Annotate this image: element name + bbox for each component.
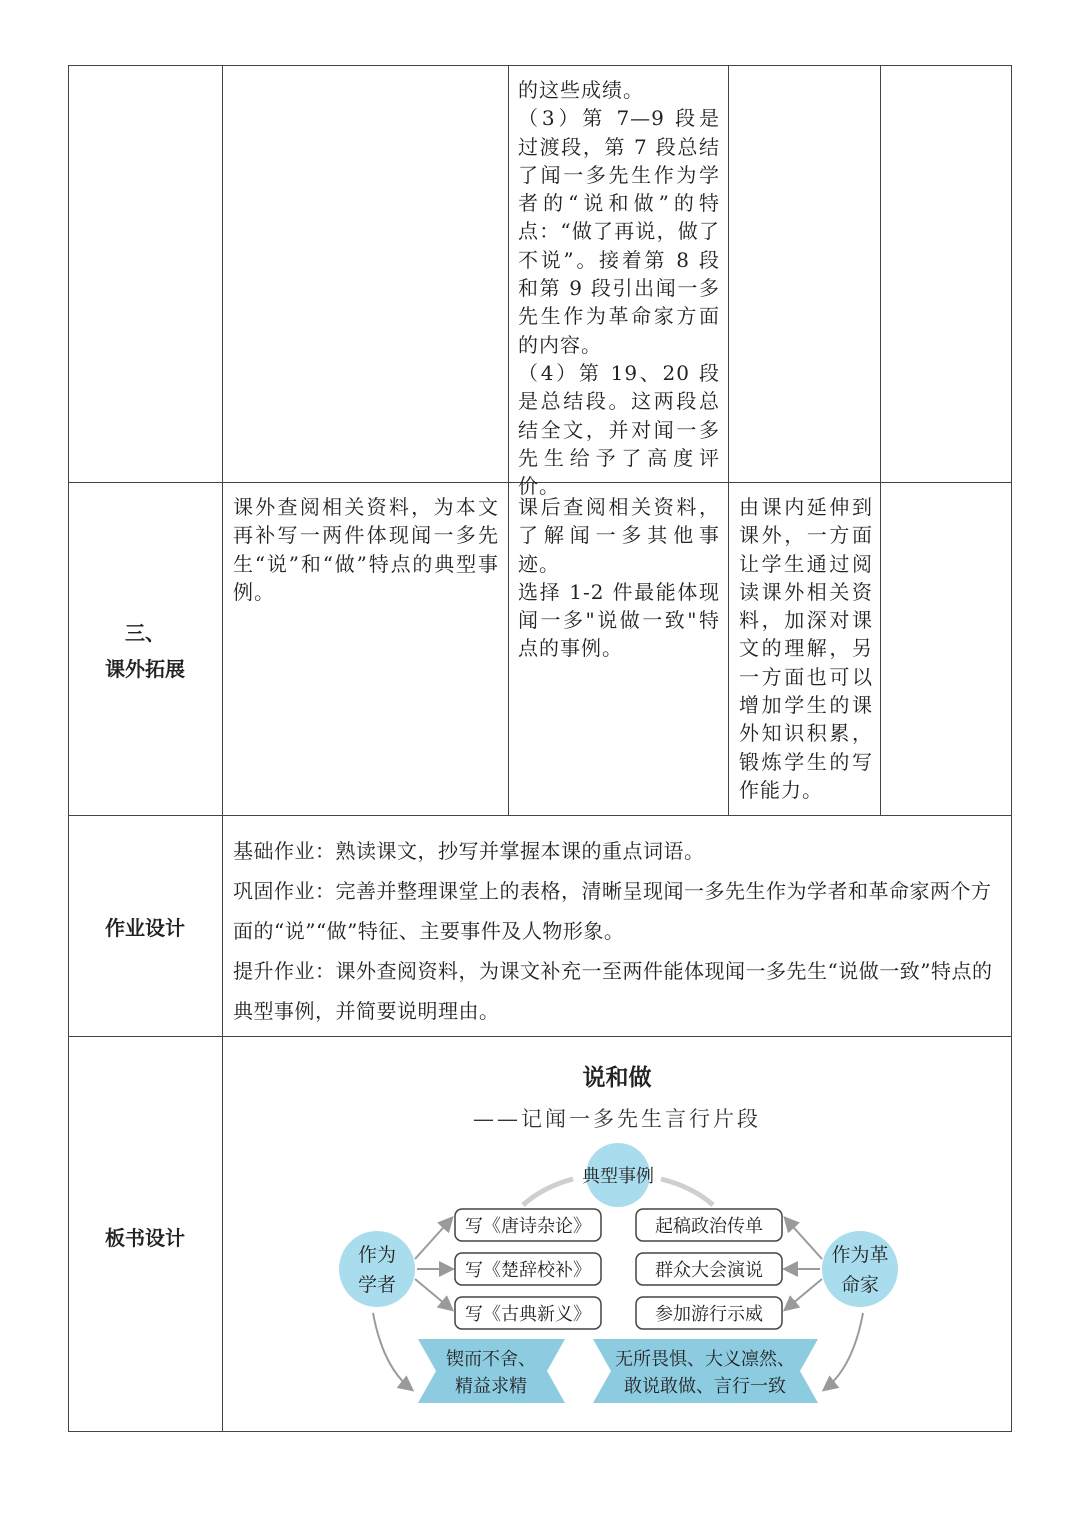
arrow-down-right	[825, 1313, 863, 1389]
scholar-item-2: 写《楚辞校补》	[465, 1260, 591, 1281]
homework-consolidate: 巩固作业：完善并整理课堂上的表格，清晰呈现闻一多先生作为学者和革命家两个方面的“说”“做”特征、主要事件及人物形象。	[233, 879, 992, 943]
arrow-right-1	[786, 1219, 822, 1259]
arrow-down-left	[373, 1313, 411, 1389]
column-divider-2	[508, 65, 509, 816]
column-divider-4	[880, 65, 881, 816]
row3-label: 作业设计	[105, 916, 185, 940]
row2-teacher-activity: 课外查阅相关资料，为本文再补写一两件体现闻一多先生“说”和“做”特点的典型事例。	[233, 495, 499, 604]
scholar-banner-line2: 精益求精	[455, 1376, 527, 1397]
typical-cases-text: 典型事例	[582, 1166, 654, 1187]
homework-list	[233, 831, 1003, 1031]
board-subtitle: ——记闻一多先生言行片段	[473, 1107, 761, 1131]
row2-label	[68, 615, 222, 687]
scholar-item-1: 写《唐诗杂论》	[465, 1216, 591, 1237]
revolutionary-item-1: 起稿政治传单	[655, 1216, 763, 1237]
arrow-left-1	[415, 1219, 451, 1259]
row2-student-activity: 课后查阅相关资料，了解闻一多其他事迹。 选择 1-2 件最能体现闻一多"说做一致"特点的事例。	[518, 495, 720, 661]
revolutionary-item-2: 群众大会演说	[655, 1260, 763, 1281]
scholar-text-line2: 学者	[357, 1274, 397, 1296]
board-title: 说和做	[582, 1065, 652, 1091]
arrow-right-3	[786, 1279, 822, 1309]
homework-advance: 提升作业：课外查阅资料，为课文补充一至两件能体现闻一多先生“说做一致”特点的典型事例，并简要说明理由。	[233, 959, 993, 1023]
board-diagram	[223, 1037, 1011, 1431]
scholar-item-3: 写《古典新义》	[465, 1304, 591, 1325]
revolutionary-item-3: 参加游行示威	[655, 1304, 763, 1325]
table-border-top	[68, 65, 1012, 66]
lesson-plan-table	[68, 65, 1012, 1432]
table-border-bottom	[68, 1431, 1012, 1432]
arc-left	[523, 1179, 573, 1205]
row2-design-intent: 由课内延伸到课外，一方面让学生通过阅读课外相关资料，加深对课文的理解，另一方面也可以增加学生的课外知识积累，锻炼学生的写作能力。	[739, 495, 873, 802]
revolutionary-banner-line1: 无所畏惧、大义凛然、	[615, 1349, 795, 1370]
row2-label-title: 课外拓展	[105, 657, 185, 681]
arc-right	[661, 1179, 713, 1205]
revolutionary-text-line2: 命家	[840, 1274, 880, 1296]
row4-label: 板书设计	[105, 1226, 185, 1250]
scholar-banner-line1: 锲而不舍、	[446, 1349, 536, 1370]
homework-basic: 基础作业：熟读课文，抄写并掌握本课的重点词语。	[233, 839, 705, 863]
revolutionary-banner-line2: 敢说敢做、言行一致	[624, 1376, 786, 1397]
column-divider-3	[728, 65, 729, 816]
scholar-text-line1: 作为	[357, 1244, 397, 1266]
arrow-left-3	[415, 1279, 451, 1309]
revolutionary-text-line1: 作为革	[831, 1244, 889, 1266]
board-design	[223, 1037, 1011, 1431]
row1-process-text: 的这些成绩。 （3）第 7—9 段是过渡段，第 7 段总结了闻一多先生作为学者的“说和做”的特点：“做了再说，做了不说”。接着第 8 段和第 9 段引出闻一多先生作为革命家方面的内容。 （4）第 19、20 段是总结段。这两段总结全文，并对闻一多先生给予了高度评价。	[518, 78, 720, 499]
row2-label-number: 三、	[125, 621, 165, 645]
table-border-right	[1011, 65, 1012, 1432]
row-divider-2	[68, 815, 1012, 816]
